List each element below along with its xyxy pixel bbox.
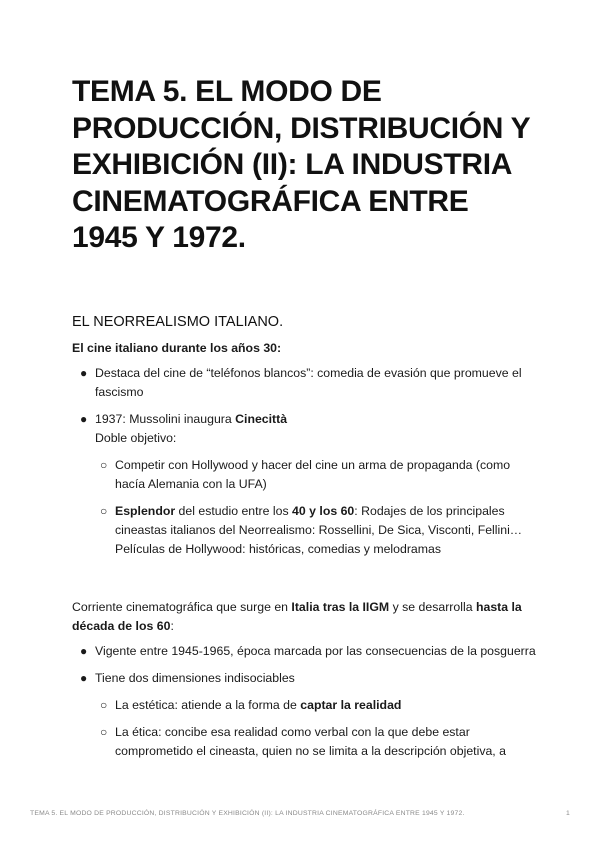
- list-item-bold: Esplendor: [115, 504, 176, 518]
- bullet-icon: ●: [80, 644, 88, 658]
- bullet-icon: ●: [80, 671, 88, 685]
- list-item-text: : Rodajes de los principales cineastas italianos del Neorrealismo: Rossellini, De Sica, Visconti, Fellini…: [115, 504, 523, 537]
- sub-list-item: [72, 456, 542, 494]
- intro-bold: hasta la década de los 60: [72, 600, 522, 633]
- hollow-bullet-icon: ○: [100, 504, 108, 518]
- list-item-text: Tiene dos dimensiones indisociables: [95, 671, 295, 685]
- sub-list-item: [72, 502, 542, 559]
- list-item-bold: captar la realidad: [300, 698, 402, 712]
- bullet-list-neorrealismo: [72, 642, 542, 769]
- list-item-text: La estética: atiende a la forma de: [115, 698, 301, 712]
- list-item-text: La ética: concibe esa realidad como verbal con la que debe estar comprometido el cineasta, quien no se limita a la descripción objetiva, a: [115, 725, 506, 758]
- list-item: [72, 410, 542, 448]
- list-item-bold: 40 y los 60: [292, 504, 355, 518]
- section-heading: EL NEORREALISMO ITALIANO.: [72, 314, 284, 330]
- bullet-icon: ●: [80, 412, 88, 426]
- page-number: 1: [566, 810, 570, 817]
- list-item: [72, 669, 542, 688]
- intro-bold: Italia tras la IIGM: [291, 600, 390, 614]
- list-item: [72, 642, 542, 661]
- list-item-text: Destaca del cine de “teléfonos blancos”: comedia de evasión que promueve el fascismo: [95, 366, 522, 399]
- page-title: TEMA 5. EL MODO DE PRODUCCIÓN, DISTRIBUCIÓN Y EXHIBICIÓN (II): LA INDUSTRIA CINEMATOGRÁFICA ENTRE 1945 Y 1972.: [72, 75, 530, 255]
- bullet-list-1930s: [72, 364, 542, 567]
- list-item-text: Doble objetivo:: [95, 431, 177, 445]
- list-item-text: 1937: Mussolini inaugura: [95, 412, 236, 426]
- list-item-text: del estudio entre los: [175, 504, 293, 518]
- subheading: El cine italiano durante los años 30:: [72, 341, 282, 355]
- sub-list-item: [72, 696, 542, 715]
- sub-list-item: [72, 723, 542, 761]
- intro-text: :: [170, 619, 174, 633]
- page-footer: [30, 810, 570, 817]
- bullet-icon: ●: [80, 366, 88, 380]
- intro-text: y se desarrolla: [389, 600, 476, 614]
- intro-text: Corriente cinematográfica que surge en: [72, 600, 292, 614]
- hollow-bullet-icon: ○: [100, 458, 108, 472]
- hollow-bullet-icon: ○: [100, 698, 108, 712]
- intro-paragraph: [72, 598, 532, 636]
- list-item-text: Películas de Hollywood: históricas, comedias y melodramas: [115, 542, 442, 556]
- list-item-bold: Cinecittà: [235, 412, 288, 426]
- list-item: [72, 364, 542, 402]
- hollow-bullet-icon: ○: [100, 725, 108, 739]
- list-item-text: Competir con Hollywood y hacer del cine un arma de propaganda (como hacía Alemania con la UFA): [115, 458, 511, 491]
- footer-text: TEMA 5. EL MODO DE PRODUCCIÓN, DISTRIBUCIÓN Y EXHIBICIÓN (II): LA INDUSTRIA CINEMATOGRÁFICA ENTRE 1945 Y 1972.: [30, 810, 465, 817]
- list-item-text: Vigente entre 1945-1965, época marcada por las consecuencias de la posguerra: [95, 644, 536, 658]
